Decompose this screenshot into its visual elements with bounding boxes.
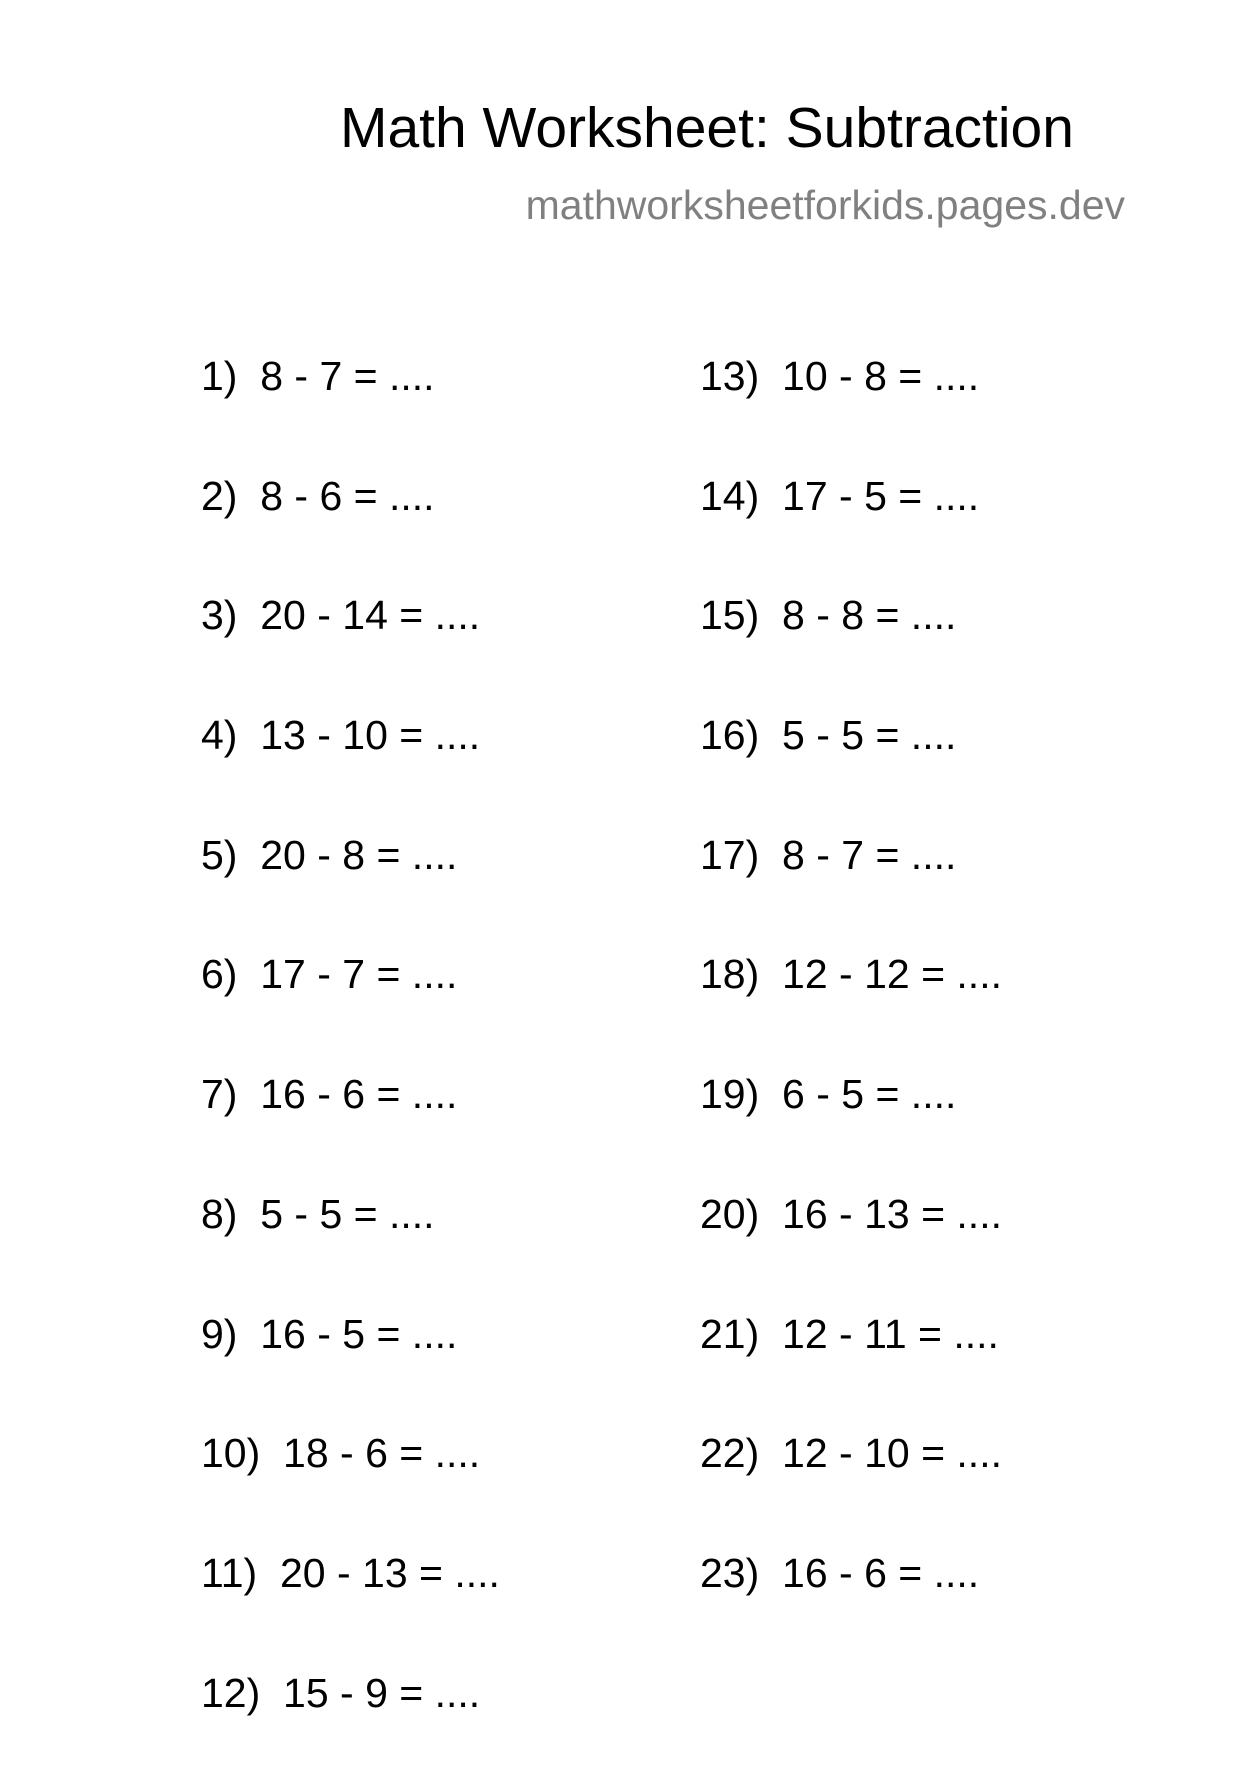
problem-item: 9) 16 - 5 = .... xyxy=(201,1310,458,1357)
problem-item: 14) 17 - 5 = .... xyxy=(700,472,980,519)
problem-item: 23) 16 - 6 = .... xyxy=(700,1549,980,1596)
problem-item: 16) 5 - 5 = .... xyxy=(700,712,957,759)
problem-item: 13) 10 - 8 = .... xyxy=(700,353,980,399)
problem-item: 17) 8 - 7 = .... xyxy=(700,831,957,878)
problem-item: 6) 17 - 7 = .... xyxy=(201,951,458,998)
problem-item: 8) 5 - 5 = .... xyxy=(201,1190,435,1237)
problem-item: 2) 8 - 6 = .... xyxy=(201,472,435,519)
problem-item: 22) 12 - 10 = .... xyxy=(700,1430,1002,1477)
problem-item: 18) 12 - 12 = .... xyxy=(700,951,1002,998)
problem-item: 4) 13 - 10 = .... xyxy=(201,712,481,759)
problem-item: 19) 6 - 5 = .... xyxy=(700,1071,957,1118)
worksheet-title: Math Worksheet: Subtraction xyxy=(340,96,1074,160)
worksheet-source-url: mathworksheetforkids.pages.dev xyxy=(525,182,1125,228)
problem-item: 3) 20 - 14 = .... xyxy=(201,592,481,639)
problem-item: 11) 20 - 13 = .... xyxy=(201,1549,500,1596)
problem-column-left xyxy=(201,353,500,1789)
problem-item: 21) 12 - 11 = .... xyxy=(700,1310,999,1357)
problem-item: 1) 8 - 7 = .... xyxy=(201,353,435,399)
problem-item: 20) 16 - 13 = .... xyxy=(700,1190,1002,1237)
problem-column-right xyxy=(700,353,1002,1670)
problem-item: 15) 8 - 8 = .... xyxy=(700,592,957,639)
problem-item: 10) 18 - 6 = .... xyxy=(201,1430,481,1477)
problem-item: 7) 16 - 6 = .... xyxy=(201,1071,458,1118)
problem-item: 12) 15 - 9 = .... xyxy=(201,1669,481,1716)
problem-item: 5) 20 - 8 = .... xyxy=(201,831,458,878)
